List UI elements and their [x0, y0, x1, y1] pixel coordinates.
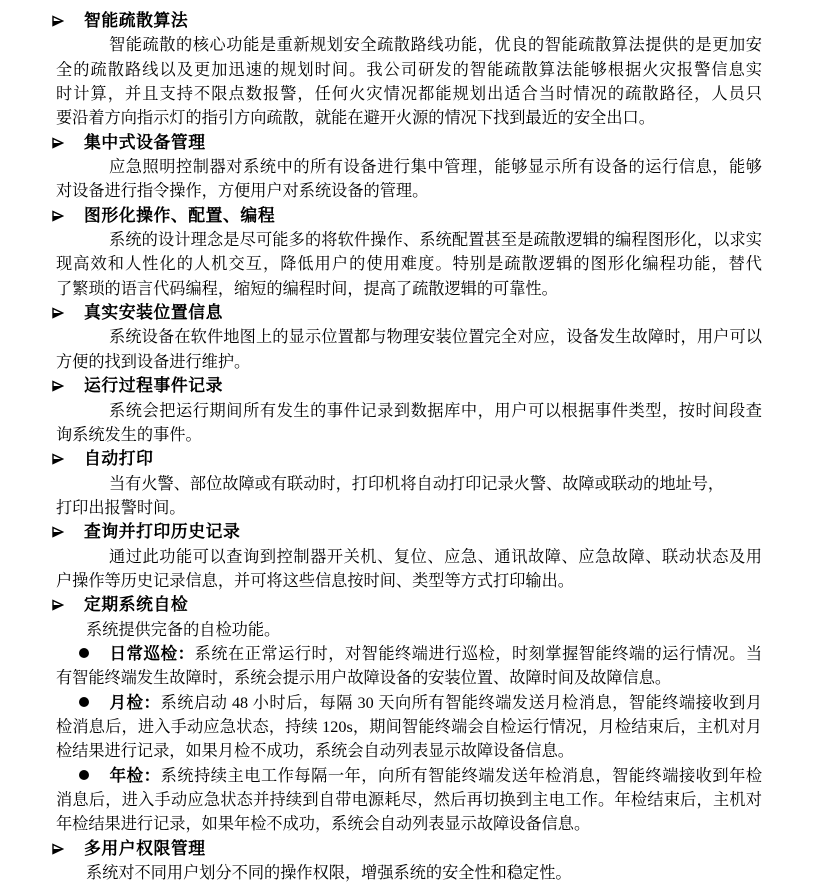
text-line: 要沿着方向指示灯的指引方向疏散，就能在避开火源的情况下找到最近的安全出口。	[56, 109, 655, 128]
text-line: 了繁琐的语言代码编程，缩短的编程时间，提高了疏散逻辑的可靠性。	[56, 279, 558, 298]
text-line: 询系统发生的事件。	[56, 425, 202, 444]
section-heading	[56, 301, 762, 325]
section-heading	[56, 593, 762, 617]
section-title: 自动打印	[84, 449, 154, 469]
section-heading	[56, 837, 762, 861]
dot-item-label: 年检：	[109, 766, 161, 785]
section-heading	[56, 204, 762, 228]
dot-bullet-icon	[79, 770, 89, 780]
section-title: 查询并打印历史记录	[84, 522, 241, 542]
text-line: 打印出报警时间。	[56, 498, 186, 517]
arrow-bullet-icon	[52, 9, 65, 33]
section-title: 定期系统自检	[84, 595, 189, 615]
dot-bullet-icon	[79, 697, 89, 707]
section-heading	[56, 520, 762, 544]
section-heading	[56, 447, 762, 471]
dot-item-text: 系统持续主电工作每隔一年，向所有智能终端发送年检消息，智能终端接收到年检	[160, 766, 763, 785]
text-line: 系统设备在软件地图上的显示位置都与物理安装位置完全对应，设备发生故障时，用户可以	[109, 328, 762, 347]
text-line: 对设备进行指令操作，方便用户对系统设备的管理。	[56, 182, 429, 201]
section-heading	[56, 374, 762, 398]
text-line: 全的疏散路线以及更加迅速的规划时间。我公司研发的智能疏散算法能够根据火灾报警信息实	[56, 60, 762, 79]
text-line: 户操作等历史记录信息，并可将这些信息按时间、类型等方式打印输出。	[56, 571, 574, 590]
text-line: 年检结果进行记录，如果年检不成功，系统会自动列表显示故障设备信息。	[56, 815, 591, 834]
text-line: 当有火警、部位故障或有联动时，打印机将自动打印记录火警、故障或联动的地址号，	[109, 474, 725, 493]
section-title: 多用户权限管理	[84, 838, 206, 858]
text-line: 系统对不同用户划分不同的操作权限，增强系统的安全性和稳定性。	[86, 864, 572, 883]
section-title: 智能疏散算法	[84, 11, 189, 30]
arrow-bullet-icon	[52, 593, 65, 617]
arrow-bullet-icon	[52, 520, 65, 544]
text-line: 现高效和人性化的人机交互，降低用户的使用难度。特别是疏散逻辑的图形化编程功能，替代	[56, 255, 762, 274]
arrow-bullet-icon	[52, 204, 65, 228]
arrow-bullet-icon	[52, 301, 65, 325]
dot-bullet-icon	[79, 648, 89, 658]
section-title: 真实安装位置信息	[84, 303, 224, 323]
text-line	[56, 691, 762, 715]
text-line: 通过此功能可以查询到控制器开关机、复位、应急、通讯故障、应急故障、联动状态及用	[109, 547, 762, 566]
dot-item-text: 系统在正常运行时，对智能终端进行巡检，时刻掌握智能终端的运行情况。当	[194, 644, 763, 663]
text-line	[56, 642, 762, 666]
dot-item-label: 日常巡检：	[109, 644, 195, 663]
dot-item-text: 系统启动 48 小时后，每隔 30 天向所有智能终端发送月检消息，智能终端接收到月	[160, 693, 763, 712]
section-heading	[56, 9, 762, 33]
text-line: 消息后，进入手动应急状态并持续到自带电源耗尽，然后再切换到主电工作。年检结束后，主机对	[56, 791, 762, 809]
section-title: 运行过程事件记录	[84, 376, 224, 396]
text-line: 系统提供完备的自检功能。	[86, 620, 281, 639]
section-title: 图形化操作、配置、编程	[84, 205, 276, 225]
text-line: 应急照明控制器对系统中的所有设备进行集中管理，能够显示所有设备的运行信息，能够	[109, 158, 762, 177]
text-line: 有智能终端发生故障时，系统会提示用户故障设备的安装位置、故障时间及故障信息。	[56, 669, 672, 688]
text-line: 系统的设计理念是尽可能多的将软件操作、系统配置甚至是疏散逻辑的编程图形化，以求实	[109, 231, 762, 250]
text-line: 检消息后，进入手动应急状态，持续 120s，期间智能终端会自检运行情况，月检结束后，主机对月	[56, 717, 762, 736]
text-line	[56, 764, 762, 788]
section-title: 集中式设备管理	[84, 132, 206, 152]
text-line: 检结果进行记录，如果月检不成功，系统会自动列表显示故障设备信息。	[56, 742, 574, 761]
arrow-bullet-icon	[52, 447, 65, 471]
arrow-bullet-icon	[52, 374, 65, 398]
text-line: 智能疏散的核心功能是重新规划安全疏散路线功能，优良的智能疏散算法提供的是更加安	[109, 36, 762, 55]
arrow-bullet-icon	[52, 837, 65, 861]
arrow-bullet-icon	[52, 131, 65, 155]
text-line: 方便的找到设备进行维护。	[56, 352, 251, 371]
text-line: 系统会把运行期间所有发生的事件记录到数据库中，用户可以根据事件类型，按时间段查	[109, 401, 762, 420]
section-heading	[56, 131, 762, 155]
dot-item-label: 月检：	[109, 693, 161, 712]
text-line: 时计算，并且支持不限点数报警，任何火灾情况都能规划出适合当时情况的疏散路径，人员只	[56, 85, 762, 104]
